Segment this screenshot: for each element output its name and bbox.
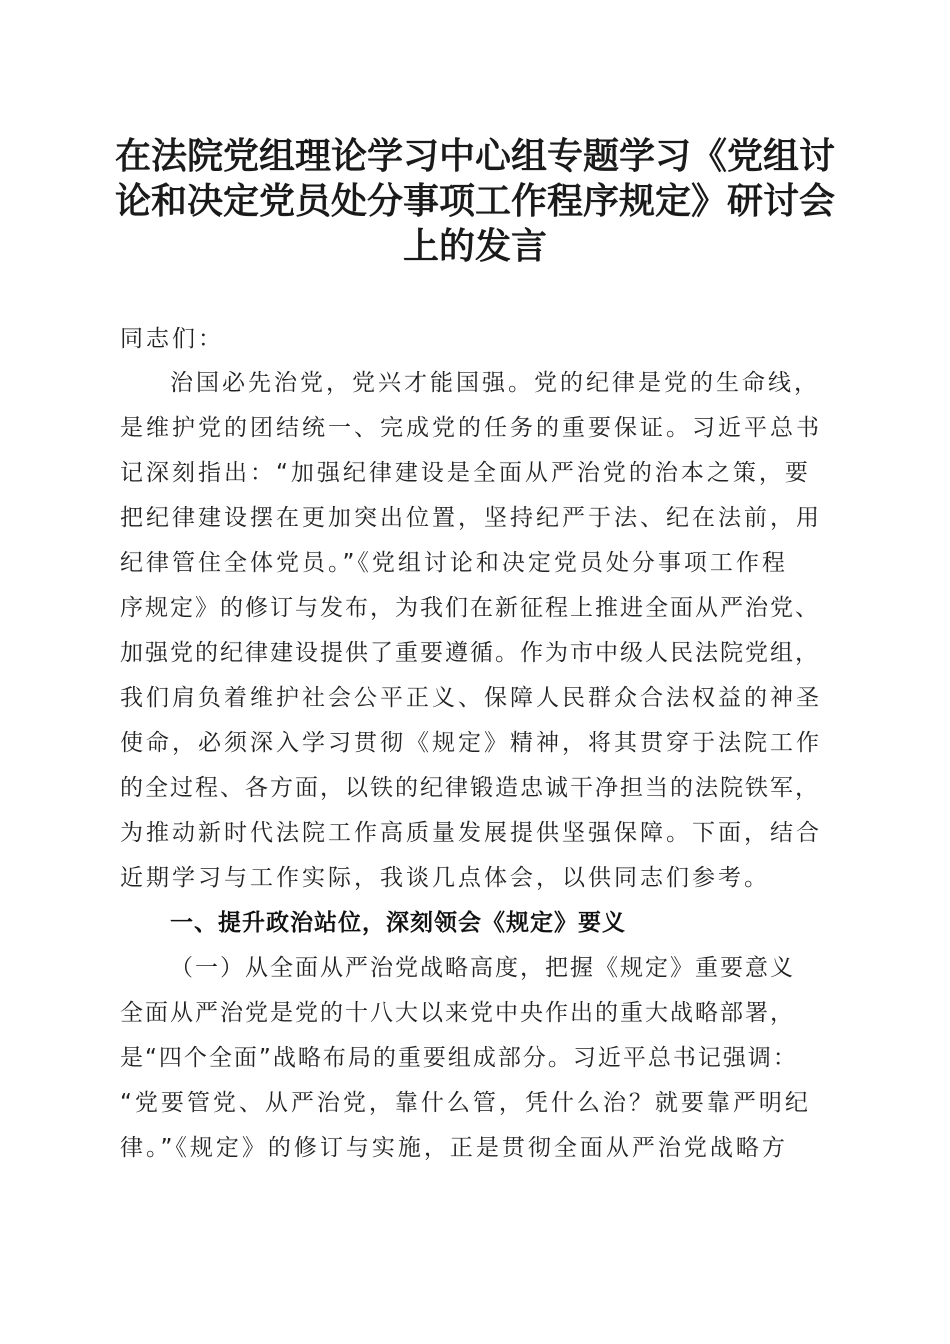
paragraph-line: 使命，必须深入学习贯彻《规定》精神，将其贯穿于法院工作 <box>120 730 822 756</box>
paragraph-line: “党要管党、从严治党，靠什么管，凭什么治？就要靠严明纪 <box>120 1090 811 1116</box>
paragraph-line: 是“四个全面”战略布局的重要组成部分。习近平总书记强调： <box>120 1045 798 1071</box>
paragraph-line: 是维护党的团结统一、完成党的任务的重要保证。习近平总书 <box>120 415 822 441</box>
paragraph-line: 律。”《规定》的修订与实施，正是贯彻全面从严治党战略方 <box>120 1135 788 1161</box>
paragraph-line: 加强党的纪律建设提供了重要遵循。作为市中级人民法院党组， <box>120 640 820 666</box>
title-line: 在法院党组理论学习中心组专题学习《党组讨 <box>114 135 835 177</box>
paragraph-line: 的全过程、各方面，以铁的纪律锻造忠诚干净担当的法院铁军， <box>120 775 820 801</box>
subsection-heading: （一）从全面从严治党战略高度，把握《规定》重要意义 <box>170 955 795 981</box>
paragraph-line: 记深刻指出：“加强纪律建设是全面从严治党的治本之策，要 <box>120 460 811 486</box>
paragraph-line: 治国必先治党，党兴才能国强。党的纪律是党的生命线， <box>170 370 820 396</box>
title-line: 论和决定党员处分事项工作程序规定》研讨会 <box>114 180 835 222</box>
paragraph-line: 把纪律建设摆在更加突出位置，坚持纪严于法、纪在法前，用 <box>120 505 822 531</box>
title-line: 上的发言 <box>402 225 547 267</box>
paragraph-line: 纪律管住全体党员。”《党组讨论和决定党员处分事项工作程 <box>120 550 788 576</box>
paragraph-line: 我们肩负着维护社会公平正义、保障人民群众合法权益的神圣 <box>120 685 822 711</box>
salutation: 同志们： <box>120 326 224 352</box>
section-heading: 一、提升政治站位，深刻领会《规定》要义 <box>170 910 626 936</box>
paragraph-line: 为推动新时代法院工作高质量发展提供坚强保障。下面，结合 <box>120 820 822 846</box>
paragraph-line: 全面从严治党是党的十八大以来党中央作出的重大战略部署， <box>120 1000 795 1026</box>
paragraph-line: 序规定》的修订与发布，为我们在新征程上推进全面从严治党、 <box>120 595 820 621</box>
paragraph-line: 近期学习与工作实际，我谈几点体会，以供同志们参考。 <box>120 865 770 891</box>
document-title <box>100 134 850 269</box>
